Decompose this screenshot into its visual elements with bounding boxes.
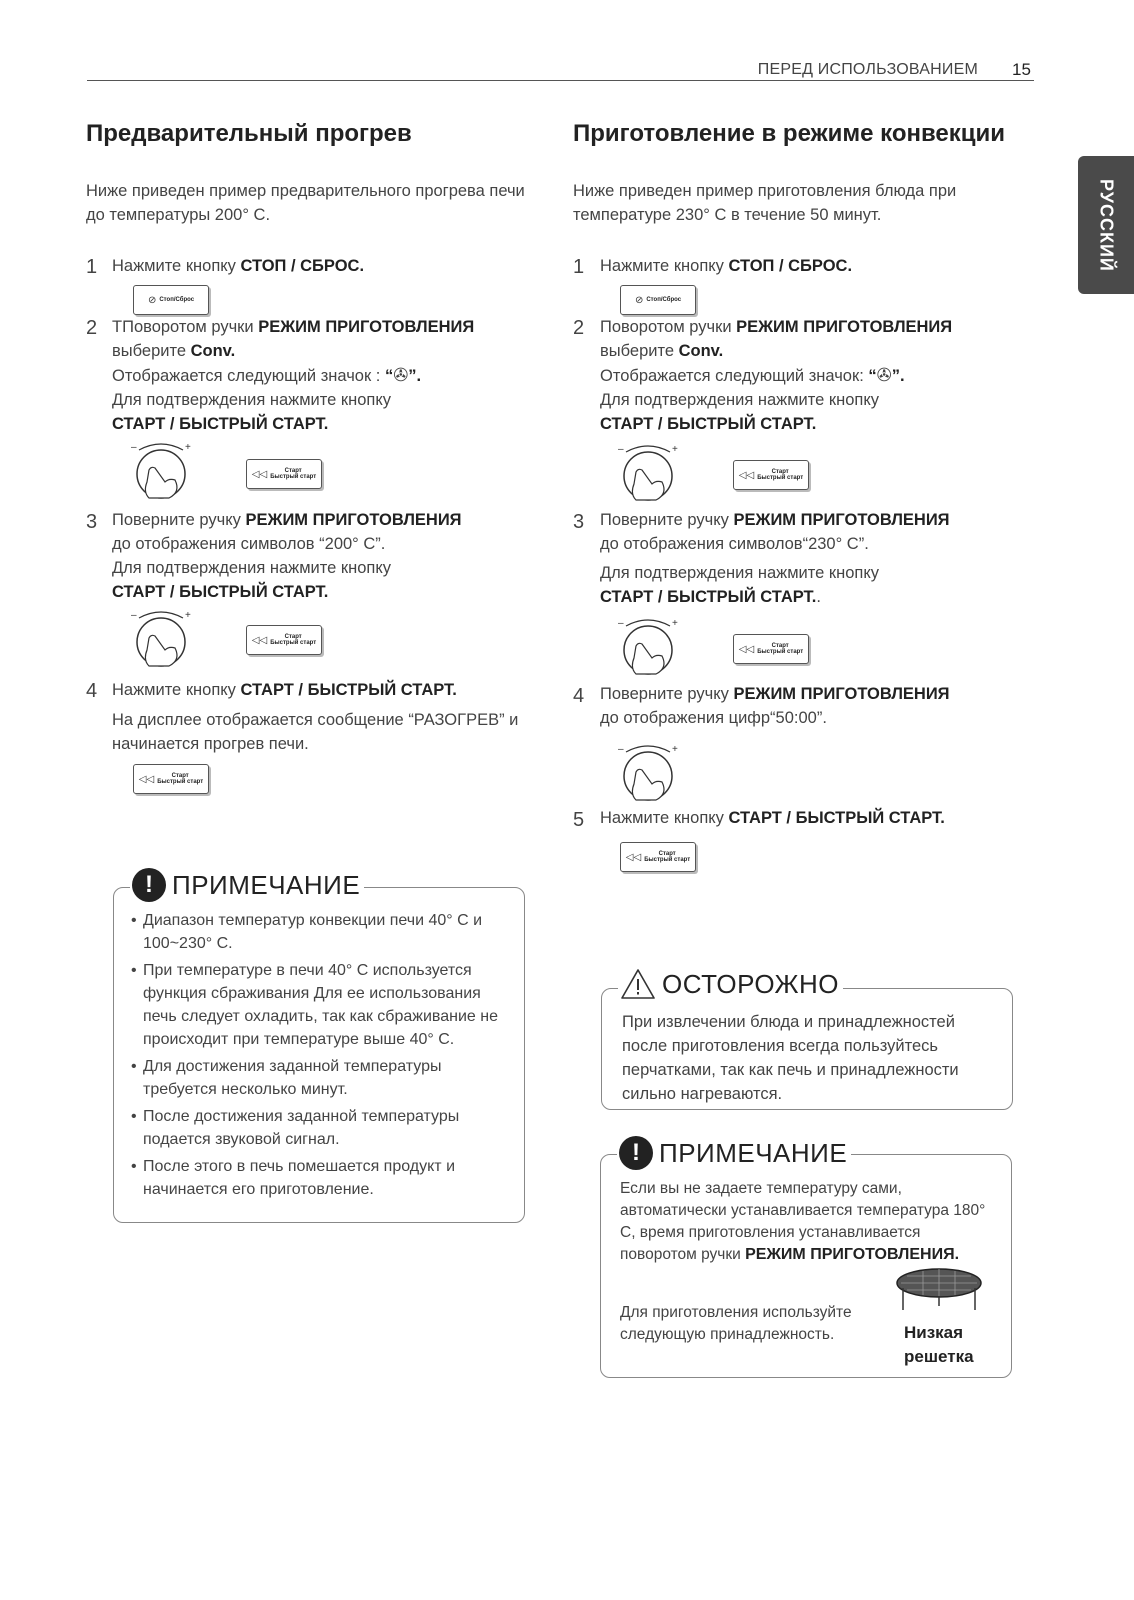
stop-reset-button — [620, 285, 696, 315]
step-text — [600, 315, 1020, 436]
start-icon: ◁◁ — [738, 469, 755, 481]
left-intro: Ниже приведен пример предварительного прогрева печи до температуры 200° С. — [86, 182, 525, 224]
start-icon: ◁◁ — [251, 634, 268, 646]
fan-icon: ✇ — [393, 365, 409, 385]
svg-text:+: + — [672, 618, 678, 629]
note-text-bold: РЕЖИМ ПРИГОТОВЛЕНИЯ. — [745, 1246, 960, 1263]
start-label-line: Быстрый старт — [757, 649, 804, 655]
start-icon: ◁◁ — [738, 643, 755, 655]
step-text-part: до отображения символов“230° С”. — [600, 535, 869, 553]
svg-text:–: – — [618, 618, 624, 629]
language-tab-label: РУССКИЙ — [1096, 178, 1117, 272]
start-button — [733, 460, 809, 490]
accessory-name: Низкая решетка — [904, 1323, 974, 1366]
note-title — [130, 868, 364, 902]
step-text-part: Поверните ручку — [600, 685, 734, 703]
stop-button-label: Стоп/Сброс — [646, 297, 682, 303]
start-button-label — [757, 469, 803, 481]
step-text — [112, 678, 532, 756]
start-button-label — [157, 773, 203, 785]
section-label: ПЕРЕД ИСПОЛЬЗОВАНИЕМ — [757, 61, 978, 78]
step-text-part: Поверните ручку — [112, 511, 246, 529]
header-rule — [87, 80, 1034, 81]
step-text-bold: РЕЖИМ ПРИГОТОВЛЕНИЯ — [733, 685, 950, 703]
step-text-part: Нажмите кнопку — [112, 257, 241, 275]
step-text-part: Для подтверждения нажмите кнопку — [600, 564, 879, 582]
step-number: 3 — [573, 511, 585, 533]
note-list — [131, 909, 511, 1205]
svg-text:–: – — [618, 744, 624, 755]
start-label-line: Быстрый старт — [644, 857, 691, 863]
right-intro: Ниже приведен пример приготовления блюда при температуре 230° С в течение 50 минут. — [573, 182, 957, 224]
step-text-part: выберите — [600, 342, 679, 360]
svg-text:–: – — [131, 442, 137, 453]
start-label-line: Старт — [284, 468, 302, 474]
language-tab — [1078, 156, 1134, 294]
step-text-part: Для подтверждения нажмите кнопку — [112, 559, 391, 577]
svg-text:–: – — [618, 444, 624, 455]
step-text-part: Отображается следующий значок : — [112, 367, 385, 385]
step-number: 5 — [573, 809, 585, 831]
start-label-line: Старт — [284, 634, 302, 640]
caution-title — [618, 968, 843, 1000]
right-title: Приготовление в режиме конвекции — [573, 120, 1006, 147]
accessory-text: Для приготовления используйте следующую принадлежность. — [620, 1304, 852, 1343]
quote-mark: “ — [384, 367, 394, 385]
start-button — [620, 842, 696, 872]
step-text-part: Поворотом ручки — [600, 318, 737, 336]
step-text-part: Отображается следующий значок: — [600, 367, 869, 385]
svg-text:+: + — [185, 610, 191, 621]
start-label-line: Старт — [771, 643, 789, 649]
step-number: 1 — [86, 256, 98, 278]
step-text-part: TПоворотом ручки — [112, 318, 259, 336]
step-text-bold: РЕЖИМ ПРИГОТОВЛЕНИЯ — [258, 318, 475, 336]
step-text-bold: РЕЖИМ ПРИГОТОВЛЕНИЯ — [736, 318, 953, 336]
step-text-bold: СТАРТ / БЫСТРЫЙ СТАРТ. — [112, 415, 329, 433]
step-text-bold: СТАРТ / БЫСТРЫЙ СТАРТ. — [600, 415, 817, 433]
step-text-part: Нажмите кнопку — [600, 809, 729, 827]
step-text-bold: СТАРТ / БЫСТРЫЙ СТАРТ. — [728, 809, 945, 827]
caution-title-text: ОСТОРОЖНО — [662, 968, 840, 999]
list-item: • При температуре в печи 40° С используется функция сбраживания Для ее использования печь следует охладить, так как сбраживание не происходит при температуре выше 40° С. — [131, 959, 511, 1051]
stop-icon: ⊘ — [634, 294, 644, 306]
fan-icon: ✇ — [876, 365, 892, 385]
step-number: 2 — [573, 317, 585, 339]
start-button — [133, 764, 209, 794]
start-label-line: Быстрый старт — [157, 779, 204, 785]
step-text-part: Нажмите кнопку — [600, 257, 729, 275]
step-text — [112, 254, 532, 278]
note-title-text: ПРИМЕЧАНИЕ — [659, 1137, 848, 1168]
list-item: • После достижения заданной температуры подается звуковой сигнал. — [131, 1105, 511, 1151]
step-text-bold: Conv. — [190, 342, 236, 360]
step-text-bold: РЕЖИМ ПРИГОТОВЛЕНИЯ — [733, 511, 950, 529]
mode-knob-icon — [612, 740, 684, 802]
warning-triangle-icon — [620, 968, 656, 1000]
exclamation-icon: ! — [132, 868, 166, 902]
start-label-line: Быстрый старт — [270, 640, 317, 646]
step-text-bold: СТАРТ / БЫСТРЫЙ СТАРТ. — [112, 583, 329, 601]
step-number: 4 — [573, 685, 585, 707]
note-text — [620, 1178, 1000, 1266]
start-icon: ◁◁ — [625, 851, 642, 863]
list-item: • Для достижения заданной температуры требуется несколько минут. — [131, 1055, 511, 1101]
svg-text:+: + — [185, 442, 191, 453]
step-text-part: Для подтверждения нажмите кнопку — [600, 391, 879, 409]
exclamation-icon: ! — [619, 1136, 653, 1170]
start-label-line: Быстрый старт — [757, 475, 804, 481]
step-text — [600, 508, 1020, 609]
step-text-bold: РЕЖИМ ПРИГОТОВЛЕНИЯ — [245, 511, 462, 529]
svg-text:–: – — [131, 610, 137, 621]
start-button — [733, 634, 809, 664]
step-text-bold: СТОП / СБРОС. — [728, 257, 853, 275]
step-text-part: Поверните ручку — [600, 511, 734, 529]
step-text — [600, 806, 1020, 830]
step-number: 4 — [86, 680, 98, 702]
start-button-label — [644, 851, 690, 863]
mode-knob-icon — [125, 606, 197, 668]
caution-text: При извлечении блюда и принадлежностей после приготовления всегда пользуйтесь перчатками, так как печь и принадлежности сильно нагреваются. — [622, 1013, 959, 1103]
stop-reset-button — [133, 285, 209, 315]
step-text-part: Нажмите кнопку — [112, 681, 241, 699]
list-item: • После этого в печь помешается продукт и начинается его приготовление. — [131, 1155, 511, 1201]
note-text-part: Если вы не задаете температуру сами, автоматически устанавливается температура 180° С, время приготовления устанавливается поворотом ручки — [620, 1180, 986, 1263]
page-number: 15 — [1012, 60, 1031, 79]
step-text-bold: СТАРТ / БЫСТРЫЙ СТАРТ. — [600, 588, 817, 606]
step-text-part: до отображения символов “200° С”. — [112, 535, 386, 553]
quote-mark: “ — [868, 367, 877, 385]
mode-knob-icon — [612, 614, 684, 676]
mode-knob-icon — [125, 438, 197, 500]
step-text-bold: СТАРТ / БЫСТРЫЙ СТАРТ. — [240, 681, 457, 699]
start-label-line: Старт — [171, 773, 189, 779]
note-title — [617, 1136, 851, 1170]
start-button-label — [270, 468, 316, 480]
left-title: Предварительный прогрев — [86, 120, 412, 147]
start-button — [246, 459, 322, 489]
quote-mark: ”. — [408, 367, 422, 385]
quote-mark: ”. — [891, 367, 905, 385]
start-button — [246, 625, 322, 655]
step-text — [112, 315, 532, 436]
step-text — [600, 254, 1020, 278]
start-button-label — [270, 634, 316, 646]
start-icon: ◁◁ — [251, 468, 268, 480]
step-number: 3 — [86, 511, 98, 533]
step-text-part: . — [816, 588, 821, 606]
svg-text:+: + — [672, 744, 678, 755]
start-label-line: Старт — [771, 469, 789, 475]
step-number: 2 — [86, 317, 98, 339]
step-text-part: до отображения цифр“50:00”. — [600, 709, 827, 727]
step-text-part: Для подтверждения нажмите кнопку — [112, 391, 391, 409]
step-text-part: выберите — [112, 342, 191, 360]
start-icon: ◁◁ — [138, 773, 155, 785]
stop-icon: ⊘ — [147, 294, 157, 306]
stop-button-label: Стоп/Сброс — [159, 297, 195, 303]
step-text-bold: Conv. — [678, 342, 724, 360]
start-button-label — [757, 643, 803, 655]
step-number: 1 — [573, 256, 585, 278]
start-label-line: Быстрый старт — [270, 474, 317, 480]
low-rack-icon — [893, 1266, 985, 1316]
note-title-text: ПРИМЕЧАНИЕ — [172, 869, 361, 900]
step-text — [600, 682, 1020, 730]
mode-knob-icon — [612, 440, 684, 502]
step-text-part: На дисплее отображается сообщение “РАЗОГРЕВ” и начинается прогрев печи. — [112, 711, 519, 753]
start-label-line: Старт — [658, 851, 676, 857]
list-item: • Диапазон температур конвекции печи 40° С и 100~230° С. — [131, 909, 511, 955]
svg-text:+: + — [672, 444, 678, 455]
step-text-bold: СТОП / СБРОС. — [240, 257, 365, 275]
step-text — [112, 508, 532, 604]
